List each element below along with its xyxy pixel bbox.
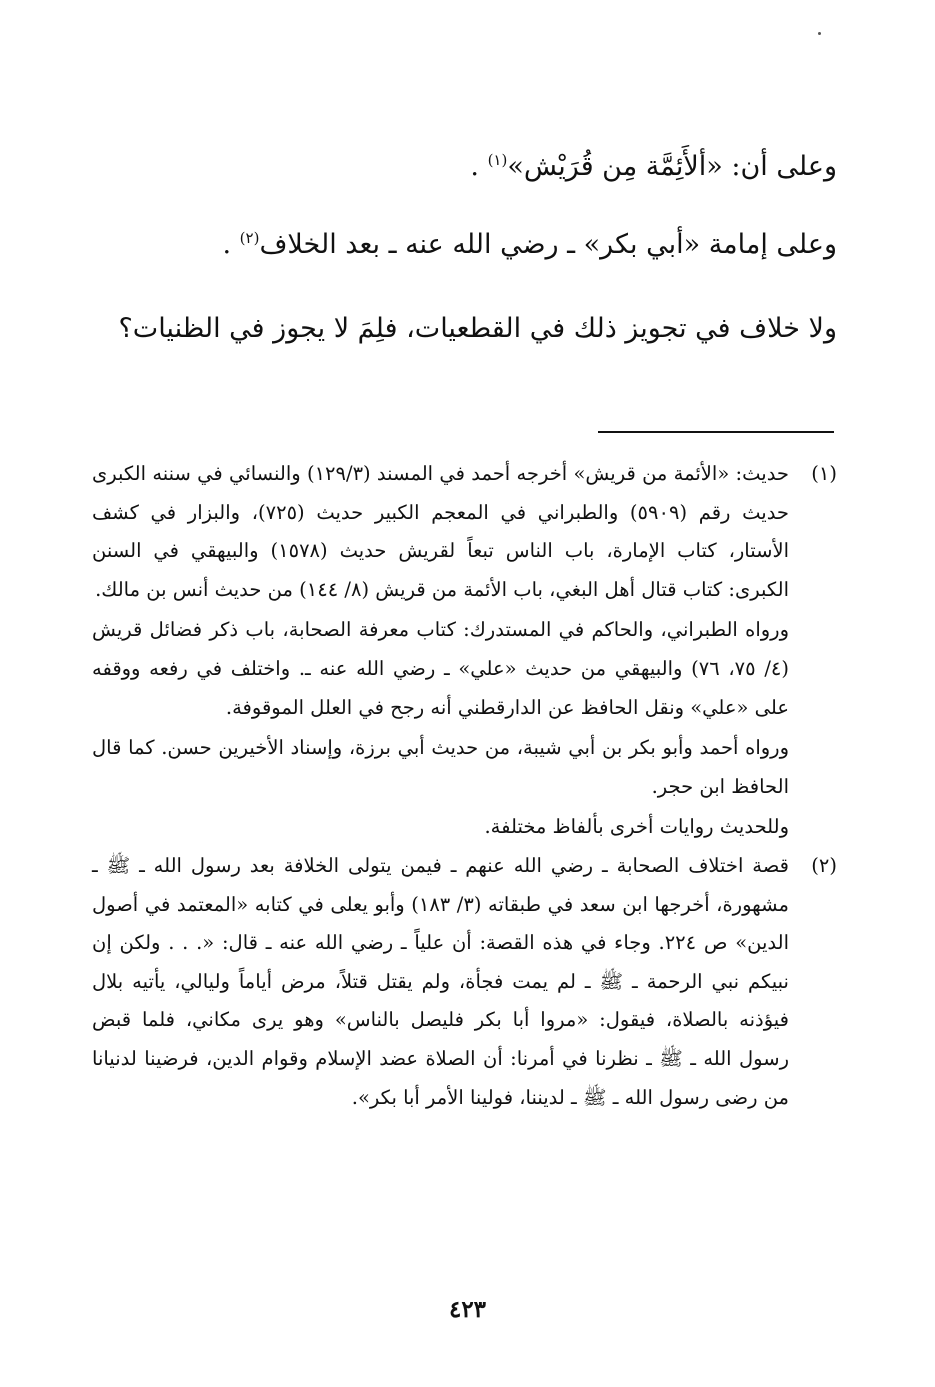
main-line-2 — [97, 225, 837, 265]
footnote-paragraph: ورواه أحمد وأبو بكر بن أبي شيبة، من حديث أبي برزة، وإسناد الأخيرين حسن. كما قال الحافظ ابن حجر. — [92, 736, 789, 798]
footnote-ref-2[interactable]: (٢) — [239, 229, 260, 247]
footnote-ref-1[interactable]: (١) — [487, 151, 508, 169]
footnote-paragraph: قصة اختلاف الصحابة ـ رضي الله عنهم ـ فيمن يتولى الخلافة بعد رسول الله ـ ﷺ ـ مشهورة، أخرجها ابن سعد في طبقاته (٣/ ١٨٣) وأبو يعلى في كتابه «المعتمد في أصول الدين» ص ٢٢٤. وجاء في هذه القصة: أن علياً ـ رضي الله عنه ـ قال: «. . . ولكن إن نبيكم نبي الرحمة ـ ﷺ ـ لم يمت فجأة، ولم يقتل قتلاً، مرض أياماً وليالي، يأتيه بلال فيؤذنه بالصلاة، فيقول: «مروا أبا بكر فليصل بالناس» وهو يرى مكاني، فلما قبض رسول الله ـ ﷺ ـ نظرنا في أمرنا: أن الصلاة عضد الإسلام وقوام الدين، فرضينا لدنيانا من رضى رسول الله ـ ﷺ ـ لديننا، فولينا الأمر أبا بكر». — [92, 853, 789, 1109]
main-paragraph-3: ولا خلاف في تجويز ذلك في القطعيات، فلِمَ لا يجوز في الظنيات؟ — [118, 313, 837, 344]
main-line-2-end: . — [222, 229, 240, 260]
main-line-1-text: وعلى أن: «ألأَئِمَّة مِن قُرَيْش» — [507, 151, 837, 182]
page-number: ٤٢٣ — [448, 1296, 487, 1323]
footnote-2 — [92, 847, 837, 1117]
footnote-paragraph: وللحديث روايات أخرى بألفاظ مختلفة. — [484, 815, 789, 839]
footnote-separator — [598, 431, 834, 433]
main-line-1 — [97, 147, 837, 187]
footnote-number: (١) — [811, 462, 837, 485]
footnote-paragraph: ورواه الطبراني، والحاكم في المستدرك: كتاب معرفة الصحابة، باب ذكر فضائل قريش (٤/ ٧٥، ٧٦) والبيهقي من حديث «علي» ـ رضي الله عنه ـ. واختلف في رفعه ووقفه على «علي» ونقل الحافظ عن الدارقطني أنه رجح في العلل الموقوفة. — [92, 618, 789, 719]
main-line-1-end: . — [470, 151, 488, 182]
footnote-1 — [92, 455, 837, 847]
footnote-paragraph: حديث: «الأئمة من قريش» أخرجه أحمد في المسند (١٢٩/٣) والنسائي في سننه الكبرى حديث رقم (٥٩٠٩) والطبراني في المعجم الكبير حديث (٧٢٥)، والبزار في كشف الأستار، كتاب الإمارة، باب الناس تبعاً لقريش حديث (١٥٧٨) والبيهقي في السنن الكبرى: كتاب قتال أهل البغي، باب الأئمة من قريش (٨/ ١٤٤) من حديث أنس بن مالك. — [92, 462, 789, 601]
speck-mark — [818, 32, 821, 35]
footnote-number: (٢) — [811, 853, 837, 877]
footnotes-section — [92, 455, 837, 1117]
main-line-2-text: وعلى إمامة «أبي بكر» ـ رضي الله عنه ـ بعد الخلاف — [259, 229, 837, 260]
